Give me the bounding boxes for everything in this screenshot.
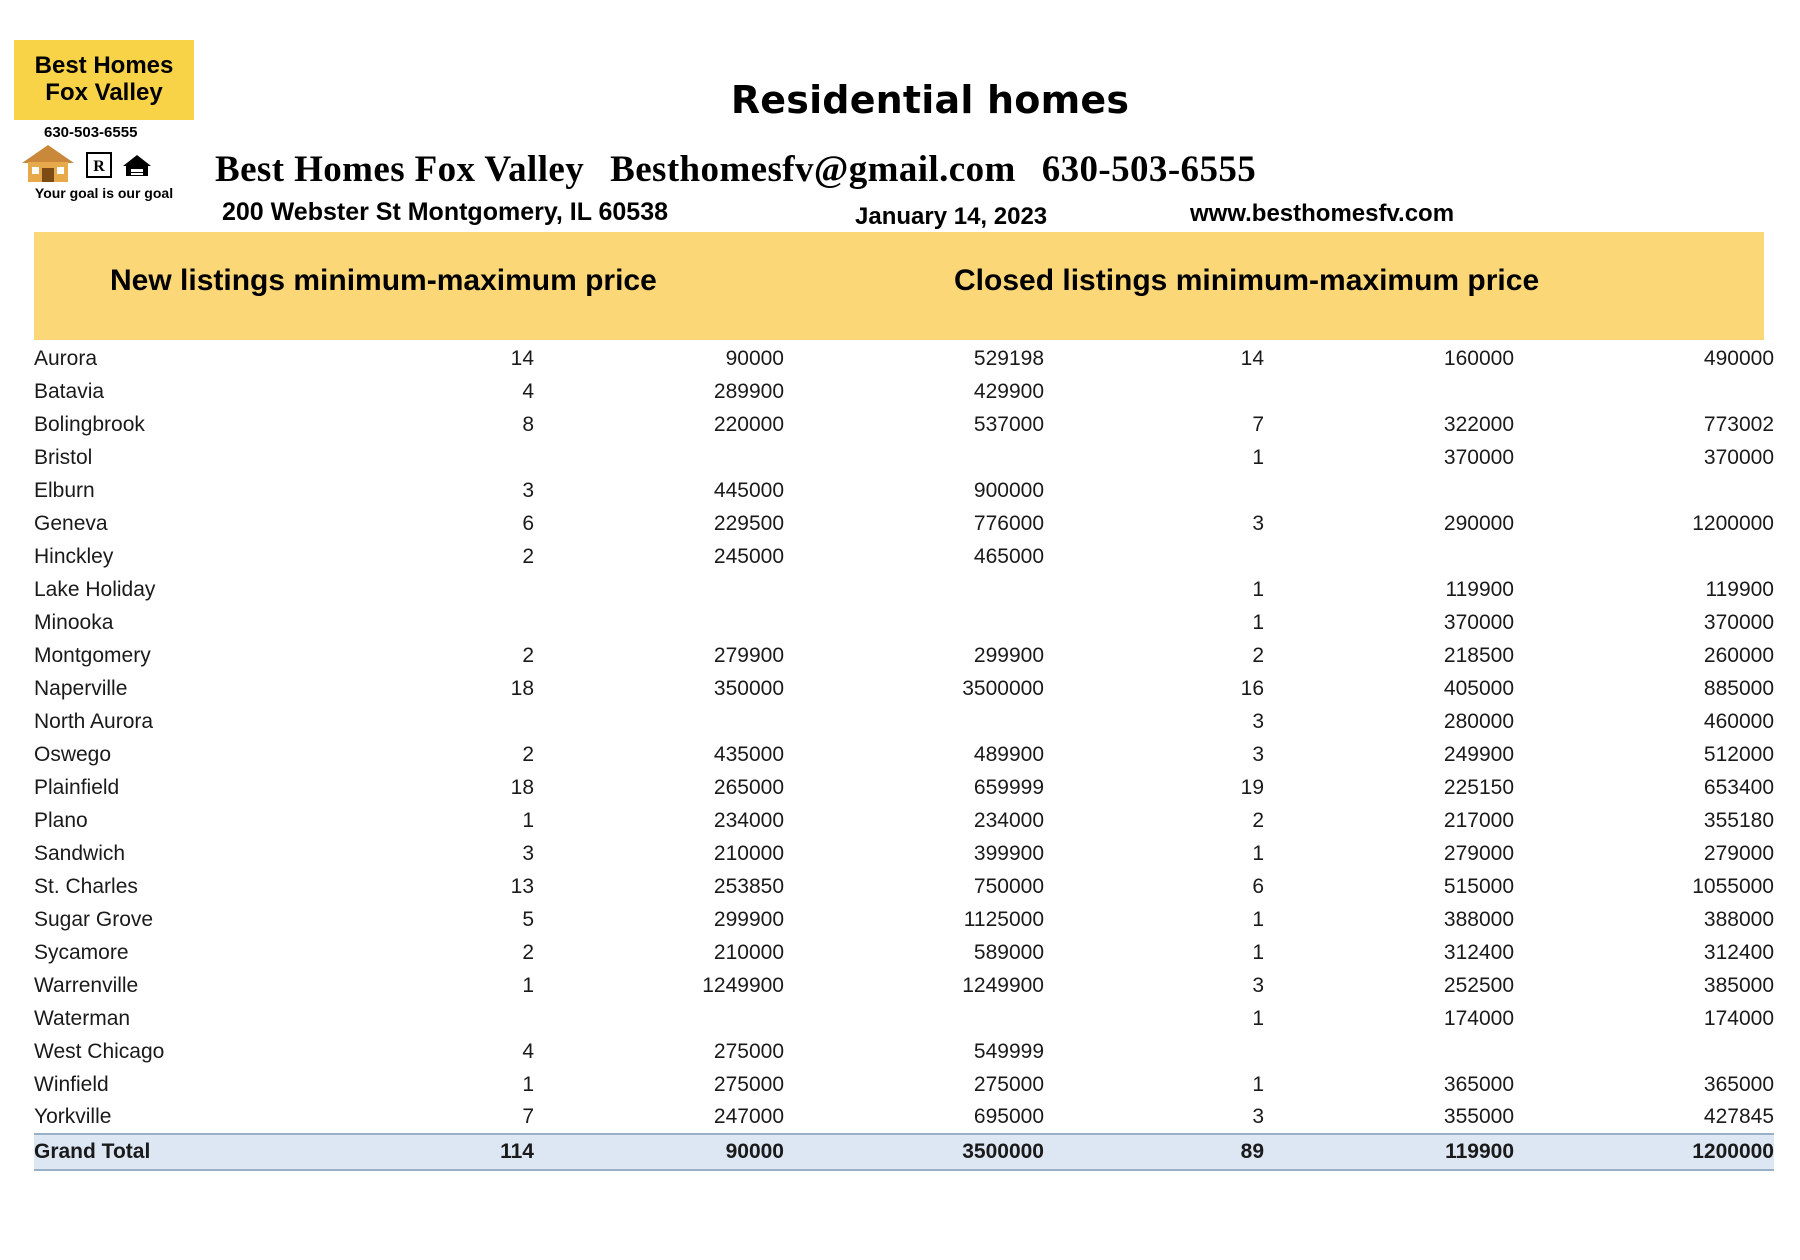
cell-closed-count: 3 — [1252, 973, 1264, 997]
cell-new-max — [784, 573, 1044, 606]
cell-closed-min: 252500 — [1443, 973, 1514, 997]
cell-closed-max: 1055000 — [1692, 874, 1774, 898]
table-row — [34, 540, 1774, 573]
cell-new-min: 350000 — [713, 676, 784, 700]
cell-new-max: 900000 — [973, 478, 1044, 502]
cell-closed-count: 3 — [1252, 511, 1264, 535]
cell-city: Bristol — [34, 445, 93, 469]
cell-new-min — [534, 573, 784, 606]
cell-city: Montgomery — [34, 643, 151, 667]
table-row — [34, 474, 1774, 507]
cell-new-count: 1 — [522, 973, 534, 997]
table-row — [34, 375, 1774, 408]
banner-new-listings-label: New listings minimum-maximum price — [110, 264, 657, 297]
cell-new-count — [334, 573, 534, 606]
table-row — [34, 837, 1774, 870]
cell-closed-count: 6 — [1252, 874, 1264, 898]
table-row — [34, 342, 1774, 375]
cell-closed-count — [1044, 375, 1264, 408]
cell-new-min: 299900 — [713, 907, 784, 931]
cell-new-count: 4 — [522, 1039, 534, 1063]
cell-new-count: 5 — [522, 907, 534, 931]
cell-new-max — [784, 1002, 1044, 1035]
cell-city: Plano — [34, 808, 88, 832]
cell-new-min: 275000 — [713, 1072, 784, 1096]
section-banner — [34, 232, 1764, 340]
cell-new-count: 3 — [522, 841, 534, 865]
cell-new-count: 13 — [510, 874, 534, 898]
cell-new-max — [784, 441, 1044, 474]
cell-closed-count: 1 — [1252, 1072, 1264, 1096]
cell-new-min — [534, 1002, 784, 1035]
table-row — [34, 1101, 1774, 1134]
page-title: Residential homes — [730, 78, 1130, 122]
table-row — [34, 672, 1774, 705]
cell-closed-max: 385000 — [1703, 973, 1774, 997]
cell-new-count: 2 — [522, 643, 534, 667]
cell-new-max: 3500000 — [962, 676, 1044, 700]
cell-new-min: 229500 — [713, 511, 784, 535]
company-address: 200 Webster St Montgomery, IL 60538 — [222, 198, 668, 226]
cell-closed-max — [1514, 540, 1774, 573]
cell-closed-min: 280000 — [1443, 709, 1514, 733]
cell-closed-count: 7 — [1252, 412, 1264, 436]
cell-closed-max: 174000 — [1703, 1006, 1774, 1030]
cell-new-count: 2 — [522, 742, 534, 766]
cell-new-max — [784, 705, 1044, 738]
cell-new-count — [334, 606, 534, 639]
cell-new-max: 234000 — [973, 808, 1044, 832]
cell-city: Sugar Grove — [34, 907, 154, 931]
cell-new-min: 90000 — [725, 346, 784, 370]
cell-closed-max: 312400 — [1703, 940, 1774, 964]
cell-new-min: 265000 — [713, 775, 784, 799]
cell-closed-min: 370000 — [1443, 445, 1514, 469]
cell-closed-max: 355180 — [1703, 808, 1774, 832]
table-row — [34, 507, 1774, 540]
cell-closed-min: 218500 — [1443, 643, 1514, 667]
cell-closed-count — [1044, 540, 1264, 573]
cell-closed-count: 1 — [1252, 907, 1264, 931]
cell-closed-min: 160000 — [1443, 346, 1514, 370]
cell-closed-min: 515000 — [1443, 874, 1514, 898]
table-row — [34, 804, 1774, 837]
cell-city: Minooka — [34, 610, 114, 634]
cell-new-max: 275000 — [973, 1072, 1044, 1096]
cell-new-max: 1249900 — [962, 973, 1044, 997]
table-row — [34, 771, 1774, 804]
cell-new-max: 776000 — [973, 511, 1044, 535]
cell-city: Geneva — [34, 511, 108, 535]
cell-closed-min: 225150 — [1443, 775, 1514, 799]
equal-housing-icon — [122, 152, 152, 183]
cell-new-count: 7 — [522, 1105, 534, 1128]
cell-city: Sandwich — [34, 841, 126, 865]
company-email: Besthomesfv@gmail.com — [610, 149, 1016, 190]
cell-city: Lake Holiday — [34, 577, 156, 601]
svg-text:R: R — [93, 158, 105, 175]
cell-closed-max: 279000 — [1703, 841, 1774, 865]
cell-city: Oswego — [34, 742, 112, 766]
cell-new-count — [334, 1002, 534, 1035]
cell-closed-max — [1514, 1035, 1774, 1068]
cell-new-count: 2 — [522, 940, 534, 964]
cell-new-max: 659999 — [973, 775, 1044, 799]
cell-new-count: 2 — [522, 544, 534, 568]
cell-closed-count — [1044, 474, 1264, 507]
cell-closed-count: 1 — [1252, 445, 1264, 469]
total-cell-closed-max: 1200000 — [1514, 1134, 1774, 1170]
table-row-grand-total — [34, 1134, 1774, 1170]
cell-new-max — [784, 606, 1044, 639]
table-row — [34, 969, 1774, 1002]
cell-city: Sycamore — [34, 940, 129, 964]
cell-new-max: 589000 — [973, 940, 1044, 964]
cell-new-count: 14 — [510, 346, 534, 370]
table-row — [34, 606, 1774, 639]
cell-city: Bolingbrook — [34, 412, 145, 436]
listings-table — [34, 342, 1774, 1171]
report-date: January 14, 2023 — [855, 203, 1048, 230]
cell-closed-max: 653400 — [1703, 775, 1774, 799]
cell-closed-max — [1514, 474, 1774, 507]
table-row — [34, 936, 1774, 969]
cell-closed-min: 174000 — [1443, 1006, 1514, 1030]
cell-closed-count: 3 — [1252, 1105, 1264, 1128]
cell-new-max: 489900 — [973, 742, 1044, 766]
cell-new-count: 1 — [522, 1072, 534, 1096]
cell-closed-min: 119900 — [1445, 577, 1514, 601]
table-row — [34, 573, 1774, 606]
cell-closed-max: 365000 — [1703, 1072, 1774, 1096]
table-row — [34, 903, 1774, 936]
cell-new-min: 247000 — [713, 1105, 784, 1128]
cell-city: Batavia — [34, 379, 105, 403]
cell-city: Winfield — [34, 1072, 109, 1096]
cell-new-min: 445000 — [713, 478, 784, 502]
cell-closed-min — [1264, 375, 1514, 408]
cell-new-count — [334, 705, 534, 738]
total-cell-new-max: 3500000 — [784, 1134, 1044, 1170]
total-cell-new-min: 90000 — [534, 1134, 784, 1170]
cell-new-max: 299900 — [973, 643, 1044, 667]
cell-closed-max: 370000 — [1703, 445, 1774, 469]
cell-closed-min: 405000 — [1443, 676, 1514, 700]
cell-new-count: 1 — [522, 808, 534, 832]
table-row — [34, 870, 1774, 903]
cell-closed-min — [1264, 540, 1514, 573]
table-row — [34, 1035, 1774, 1068]
house-icon — [20, 143, 76, 183]
listings-table-wrap — [0, 342, 1800, 1171]
cell-closed-count: 1 — [1252, 1006, 1264, 1030]
cell-closed-min: 322000 — [1443, 412, 1514, 436]
cell-new-max: 750000 — [973, 874, 1044, 898]
cell-new-count: 6 — [522, 511, 534, 535]
cell-closed-count: 1 — [1252, 610, 1264, 634]
cell-city: St. Charles — [34, 874, 138, 898]
cell-new-min — [534, 441, 784, 474]
company-phone: 630-503-6555 — [1041, 149, 1257, 190]
cell-closed-max: 388000 — [1703, 907, 1774, 931]
table-row — [34, 408, 1774, 441]
logo-line-2: Fox Valley — [45, 79, 163, 106]
cell-city: North Aurora — [34, 709, 154, 733]
cell-new-min: 245000 — [713, 544, 784, 568]
cell-city: Hinckley — [34, 544, 114, 568]
cell-closed-min: 217000 — [1443, 808, 1514, 832]
cell-closed-count: 1 — [1252, 841, 1264, 865]
cell-closed-count: 3 — [1252, 742, 1264, 766]
cell-closed-max: 427845 — [1703, 1105, 1774, 1128]
cell-new-min: 279900 — [713, 643, 784, 667]
total-cell-city: Grand Total — [34, 1134, 334, 1170]
cell-closed-max — [1514, 375, 1774, 408]
cell-closed-max: 119900 — [1705, 577, 1774, 601]
table-row — [34, 738, 1774, 771]
company-contact-line — [215, 148, 1256, 191]
cell-closed-min: 355000 — [1443, 1105, 1514, 1128]
cell-new-min — [534, 606, 784, 639]
cell-closed-count: 1 — [1252, 577, 1264, 601]
cell-closed-max: 370000 — [1703, 610, 1774, 634]
cell-new-count: 3 — [522, 478, 534, 502]
cell-new-count: 8 — [522, 412, 534, 436]
table-row — [34, 639, 1774, 672]
cell-closed-max: 460000 — [1703, 709, 1774, 733]
cell-closed-min: 279000 — [1443, 841, 1514, 865]
total-cell-closed-min: 119900 — [1264, 1134, 1514, 1170]
cell-new-max: 1125000 — [963, 907, 1044, 931]
cell-closed-count: 16 — [1240, 676, 1264, 700]
cell-closed-min: 388000 — [1443, 907, 1514, 931]
cell-new-max: 399900 — [973, 841, 1044, 865]
cell-new-max: 695000 — [973, 1105, 1044, 1128]
cell-closed-min — [1264, 474, 1514, 507]
cell-closed-max: 260000 — [1703, 643, 1774, 667]
cell-new-count: 18 — [510, 676, 534, 700]
listings-table-body — [34, 342, 1774, 1170]
cell-closed-count: 19 — [1240, 775, 1264, 799]
cell-new-max: 537000 — [973, 412, 1044, 436]
cell-city: Naperville — [34, 676, 128, 700]
cell-new-min: 253850 — [713, 874, 784, 898]
cell-closed-max: 885000 — [1703, 676, 1774, 700]
cell-new-min: 210000 — [713, 940, 784, 964]
cell-closed-max: 490000 — [1703, 346, 1774, 370]
table-row — [34, 705, 1774, 738]
cell-closed-min: 365000 — [1443, 1072, 1514, 1096]
cell-new-min: 220000 — [713, 412, 784, 436]
table-row — [34, 1002, 1774, 1035]
cell-closed-count — [1044, 1035, 1264, 1068]
cell-city: Plainfield — [34, 775, 120, 799]
cell-new-min — [534, 705, 784, 738]
cell-new-min: 1249900 — [702, 973, 784, 997]
logo-line-1: Best Homes — [34, 52, 174, 80]
cell-city: Warrenville — [34, 973, 139, 997]
cell-new-max: 529198 — [973, 346, 1044, 370]
cell-closed-count: 1 — [1252, 940, 1264, 964]
logo-phone: 630-503-6555 — [44, 124, 138, 141]
cell-new-min: 435000 — [713, 742, 784, 766]
cell-closed-count: 2 — [1252, 808, 1264, 832]
company-name: Best Homes Fox Valley — [215, 149, 585, 190]
cell-closed-max: 1200000 — [1692, 511, 1774, 535]
table-row — [34, 1068, 1774, 1101]
cell-city: Aurora — [34, 346, 98, 370]
cell-new-count: 4 — [522, 379, 534, 403]
cell-city: Waterman — [34, 1006, 131, 1030]
banner-closed-listings-label: Closed listings minimum-maximum price — [954, 264, 1540, 297]
cell-new-max: 429900 — [973, 379, 1044, 403]
cell-closed-min: 312400 — [1443, 940, 1514, 964]
cell-city: Yorkville — [34, 1105, 112, 1128]
realtor-icon — [86, 152, 112, 183]
cell-closed-min: 370000 — [1443, 610, 1514, 634]
cell-closed-min — [1264, 1035, 1514, 1068]
cell-city: Elburn — [34, 478, 95, 502]
logo-tagline: Your goal is our goal — [34, 185, 174, 201]
table-row — [34, 441, 1774, 474]
cell-new-count: 18 — [510, 775, 534, 799]
cell-closed-count: 2 — [1252, 643, 1264, 667]
cell-closed-min: 290000 — [1443, 511, 1514, 535]
cell-closed-min: 249900 — [1443, 742, 1514, 766]
total-cell-new-count: 114 — [334, 1134, 534, 1170]
logo-icons-row — [14, 141, 194, 183]
cell-closed-max: 773002 — [1703, 412, 1774, 436]
report-header — [0, 0, 1800, 228]
logo-sub-block — [14, 124, 194, 201]
cell-new-min: 275000 — [713, 1039, 784, 1063]
cell-new-max: 549999 — [973, 1039, 1044, 1063]
cell-closed-count: 3 — [1252, 709, 1264, 733]
cell-new-max: 465000 — [973, 544, 1044, 568]
cell-new-min: 210000 — [713, 841, 784, 865]
cell-new-count — [334, 441, 534, 474]
cell-new-min: 234000 — [713, 808, 784, 832]
company-website: www.besthomesfv.com — [1190, 200, 1455, 227]
total-cell-closed-count: 89 — [1044, 1134, 1264, 1170]
cell-closed-count: 14 — [1240, 346, 1264, 370]
cell-city: West Chicago — [34, 1039, 165, 1063]
cell-new-min: 289900 — [713, 379, 784, 403]
cell-closed-max: 512000 — [1703, 742, 1774, 766]
